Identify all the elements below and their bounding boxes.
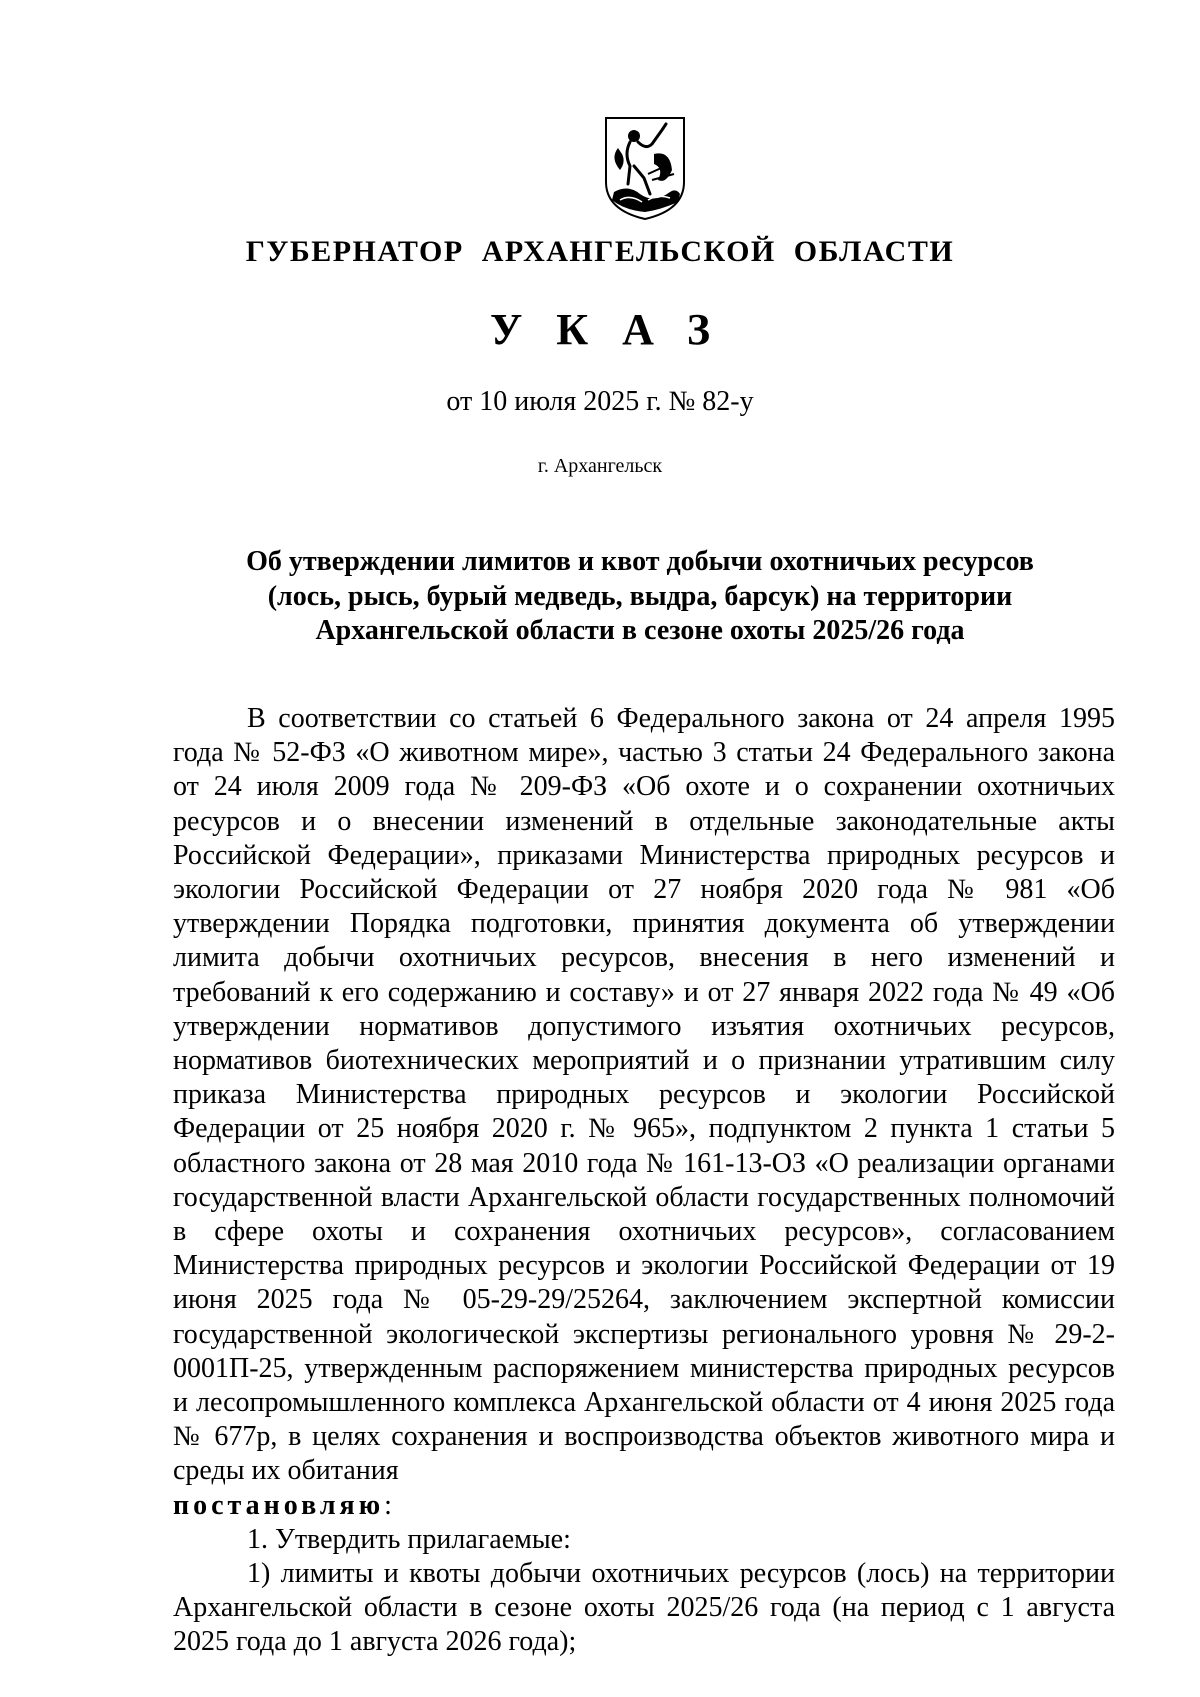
coat-of-arms-emblem — [600, 114, 690, 222]
document-title — [200, 545, 1080, 649]
document-body — [173, 702, 1115, 1660]
preamble-paragraph — [173, 702, 1115, 1489]
item-1-subitem-1: 1) лимиты и квоты добычи охотничьих ресурсов (лось) на территории Архангельской области в сезоне охоты 2025/26 года (на период с 1 августа 2025 года до 1 августа 2026 года); — [173, 1558, 1115, 1658]
resolve-line — [173, 1489, 1115, 1523]
resolve-colon: : — [384, 1489, 392, 1521]
document-type: УКАЗ — [489, 305, 745, 354]
title-line: Архангельской области в сезоне охоты 2025/26 года — [315, 615, 965, 646]
title-line: Об утверждении лимитов и квот добычи охотничьих ресурсов — [246, 546, 1034, 577]
issue-place: г. Архангельск — [537, 455, 663, 477]
title-line: (лось, рысь, бурый медведь, выдра, барсук) на территории — [267, 580, 1013, 612]
issuing-authority: ГУБЕРНАТОР АРХАНГЕЛЬСКОЙ ОБЛАСТИ — [245, 235, 955, 268]
preamble-text: В соответствии со статьей 6 Федерального закона от 24 апреля 1995 года № 52-ФЗ «О животном мире», частью 3 статьи 24 Федерального закона от 24 июля 2009 года № 209-ФЗ «Об охоте и о сохранении охотничьих ресурсов и о внесении изменений в отдельные законодательные акты Российской Федерации», приказами Министерства природных ресурсов и экологии Российской Федерации от 27 ноября 2020 года № 981 «Об утверждении Порядка подготовки, принятия документа об утверждении лимита добычи охотничьих ресурсов, внесения в него изменений и требований к его содержанию и составу» и от 27 января 2022 года № 49 «Об утверждении нормативов допустимого изъятия охотничьих ресурсов, нормативов биотехнических мероприятий и о признании утратившим силу приказа Министерства природных ресурсов и экологии Российской Федерации от 25 ноября 2020 г. № 965», подпунктом 2 пункта 1 статьи 5 областного закона от 28 мая 2010 года № 161-13-ОЗ «О реализации органами государственной власти Архангельской области государственных полномочий в сфере охоты и сохранения охотничьих ресурсов», согласованием Министерства природных ресурсов и экологии Российской Федерации от 19 июня 2025 года № 05-29-29/25264, заключением экспертной комиссии государственной экологической экспертизы регионального уровня № 29-2-0001П-25, утвержденным распоряжением министерства природных ресурсов и лесопромышленного комплекса Архангельской области от 4 июня 2025 года № 677р, в целях сохранения и воспроизводства объектов животного мира и среды их обитания — [173, 703, 1115, 1487]
item-1: 1. Утвердить прилагаемые: — [247, 1523, 571, 1555]
resolve-word: постановляю — [173, 1489, 385, 1521]
document-date-number: от 10 июля 2025 г. № 82-у — [446, 386, 754, 417]
